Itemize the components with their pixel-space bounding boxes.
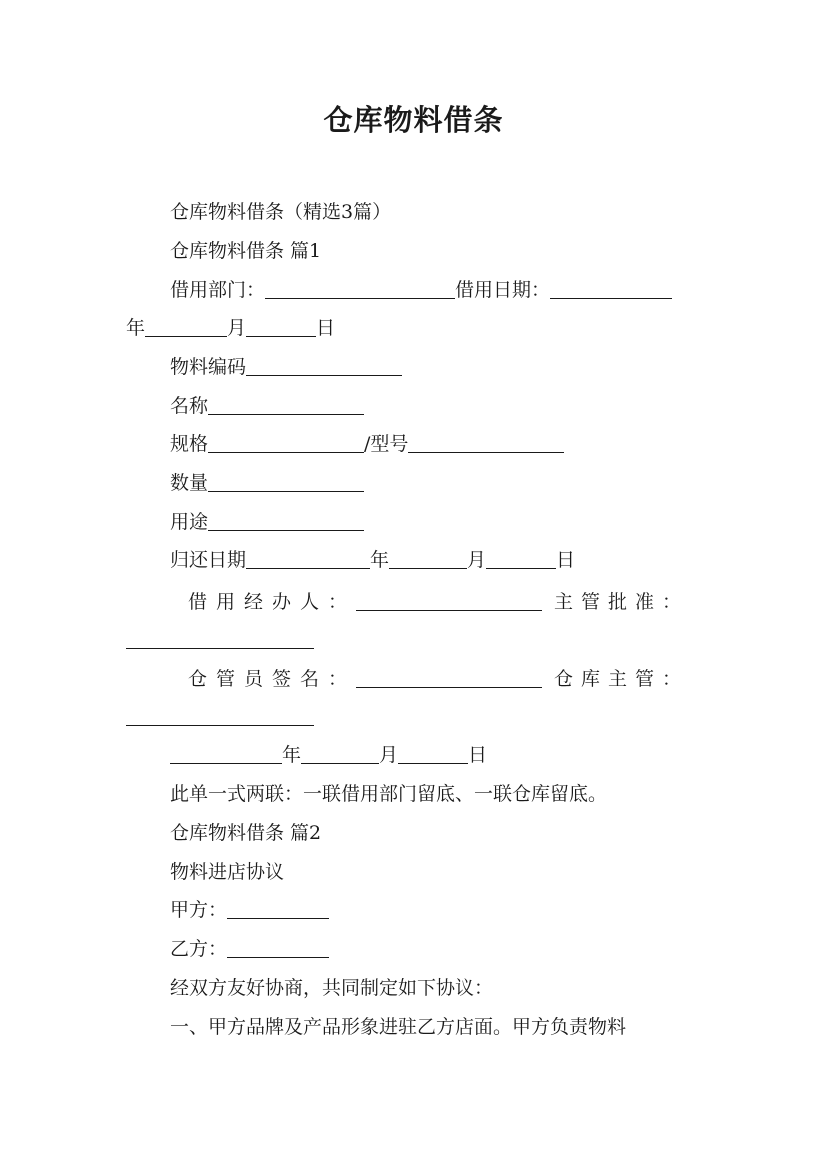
warehouse-head-blank-row — [126, 705, 314, 729]
spec-row — [170, 432, 564, 456]
day-label: 日 — [316, 317, 336, 339]
party-a-label: 甲方： — [170, 899, 228, 921]
copies-note: 此单一式两联：一联借用部门留底、一联仓库留底。 — [170, 783, 608, 805]
keeper-blank[interactable] — [356, 668, 542, 688]
party-b-row — [170, 937, 329, 961]
return-month-label: 月 — [467, 549, 487, 571]
name-label: 名称 — [170, 395, 209, 417]
borrow-dept-label: 借用部门： — [170, 279, 266, 301]
model-label: /型号 — [364, 433, 409, 455]
usage-label: 用途 — [170, 511, 209, 533]
return-day-blank[interactable] — [486, 549, 556, 569]
agreement-intro: 经双方友好协商，共同制定如下协议： — [170, 977, 494, 999]
supervisor-label: 主管批准： — [554, 591, 690, 613]
quantity-label: 数量 — [170, 472, 209, 494]
borrow-day-blank[interactable] — [246, 317, 316, 337]
part2-heading: 仓库物料借条 篇2 — [170, 822, 322, 844]
party-b-label: 乙方： — [170, 938, 228, 960]
warehouse-head-blank[interactable] — [126, 706, 314, 726]
return-day-label: 日 — [556, 549, 576, 571]
keeper-row — [188, 667, 689, 691]
document-title: 仓库物料借条 — [323, 103, 504, 137]
sign-year-blank[interactable] — [170, 744, 282, 764]
borrow-date-row — [126, 316, 335, 340]
borrow-dept-blank[interactable] — [265, 279, 455, 299]
model-blank[interactable] — [408, 433, 564, 453]
borrow-date-blank[interactable] — [550, 279, 672, 299]
party-a-blank[interactable] — [227, 899, 329, 919]
keeper-label: 仓管员签名： — [188, 668, 357, 690]
usage-blank[interactable] — [208, 511, 364, 531]
return-date-label: 归还日期 — [170, 549, 247, 571]
part1-heading: 仓库物料借条 篇1 — [170, 240, 322, 262]
party-b-blank[interactable] — [227, 938, 329, 958]
usage-row — [170, 510, 364, 534]
return-year-blank[interactable] — [246, 549, 370, 569]
document-subtitle: 仓库物料借条（精选3篇） — [170, 201, 392, 223]
month-label: 月 — [227, 317, 247, 339]
agreement-title: 物料进店协议 — [170, 861, 285, 883]
party-a-row — [170, 898, 329, 922]
handler-label: 借用经办人： — [188, 591, 357, 613]
sign-month-label: 月 — [379, 744, 399, 766]
material-code-label: 物料编码 — [170, 356, 247, 378]
handler-blank[interactable] — [356, 591, 542, 611]
supervisor-blank-row — [126, 628, 314, 652]
handler-row — [188, 590, 689, 614]
quantity-row — [170, 471, 364, 495]
return-month-blank[interactable] — [389, 549, 467, 569]
sign-month-blank[interactable] — [301, 744, 379, 764]
spec-blank[interactable] — [208, 433, 364, 453]
clause-1: 一、甲方品牌及产品形象进驻乙方店面。甲方负责物料 — [170, 1016, 627, 1038]
name-row — [170, 394, 364, 418]
return-date-row — [170, 548, 575, 572]
return-year-label: 年 — [370, 549, 390, 571]
borrow-month-blank[interactable] — [145, 317, 227, 337]
name-blank[interactable] — [208, 395, 364, 415]
borrow-date-label: 借用日期： — [455, 279, 551, 301]
supervisor-blank[interactable] — [126, 629, 314, 649]
spec-label: 规格 — [170, 433, 209, 455]
sign-date-row — [170, 743, 487, 767]
material-code-blank[interactable] — [246, 356, 402, 376]
material-code-row — [170, 355, 402, 379]
quantity-blank[interactable] — [208, 472, 364, 492]
sign-day-blank[interactable] — [398, 744, 468, 764]
warehouse-head-label: 仓库主管： — [554, 668, 690, 690]
year-label: 年 — [126, 317, 146, 339]
borrow-dept-row — [170, 278, 672, 302]
sign-day-label: 日 — [468, 744, 488, 766]
sign-year-label: 年 — [282, 744, 302, 766]
